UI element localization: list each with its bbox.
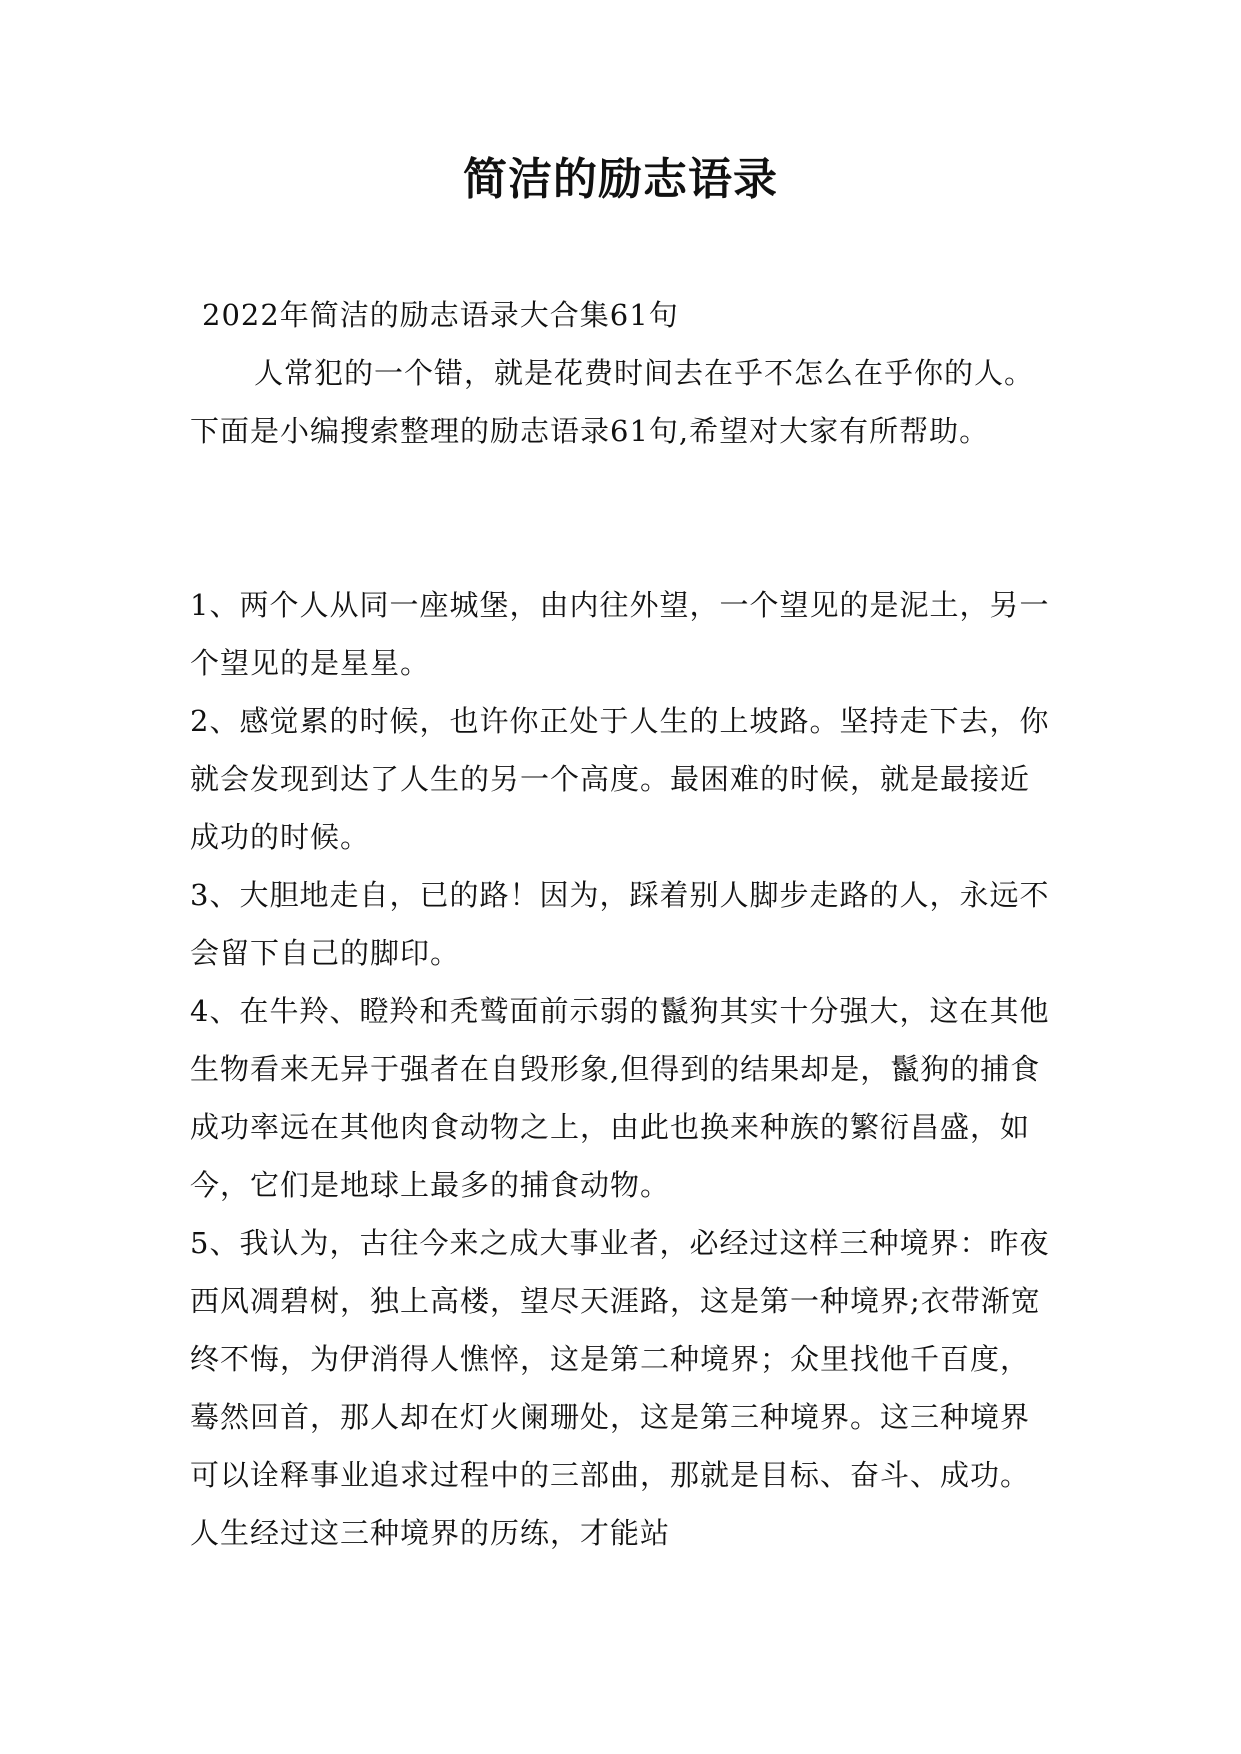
intro-paragraph: 人常犯的一个错，就是花费时间去在乎不怎么在乎你的人。下面是小编搜索整理的励志语录61句,希望对大家有所帮助。 — [190, 356, 1035, 448]
document-title: 简洁的励志语录 — [463, 154, 778, 205]
quote-item-2: 2、感觉累的时候，也许你正处于人生的上坡路。坚持走下去，你就会发现到达了人生的另一个高度。最困难的时候，就是最接近成功的时候。 — [190, 704, 1050, 854]
document-body — [190, 286, 1050, 1562]
document-subtitle: 2022年简洁的励志语录大合集61句 — [202, 298, 679, 332]
quote-item-4: 4、在牛羚、瞪羚和秃鹫面前示弱的鬣狗其实十分强大，这在其他生物看来无异于强者在自毁形象,但得到的结果却是，鬣狗的捕食成功率远在其他肉食动物之上，由此也换来种族的繁衍昌盛，如今，它们是地球上最多的捕食动物。 — [190, 994, 1050, 1202]
quote-item-3: 3、大胆地走自，已的路！因为，踩着别人脚步走路的人，永远不会留下自己的脚印。 — [190, 878, 1050, 970]
quote-item-5: 5、我认为，古往今来之成大事业者，必经过这样三种境界：昨夜西风凋碧树，独上高楼，望尽天涯路，这是第一种境界;衣带渐宽终不悔，为伊消得人憔悴，这是第二种境界；众里找他千百度，蓦然回首，那人却在灯火阑珊处，这是第三种境界。这三种境界可以诠释事业追求过程中的三部曲，那就是目标、奋斗、成功。人生经过这三种境界的历练，才能站 — [190, 1226, 1050, 1550]
paragraph-spacer — [190, 460, 1050, 576]
quote-item-1: 1、两个人从同一座城堡，由内往外望，一个望见的是泥土，另一个望见的是星星。 — [190, 588, 1050, 680]
